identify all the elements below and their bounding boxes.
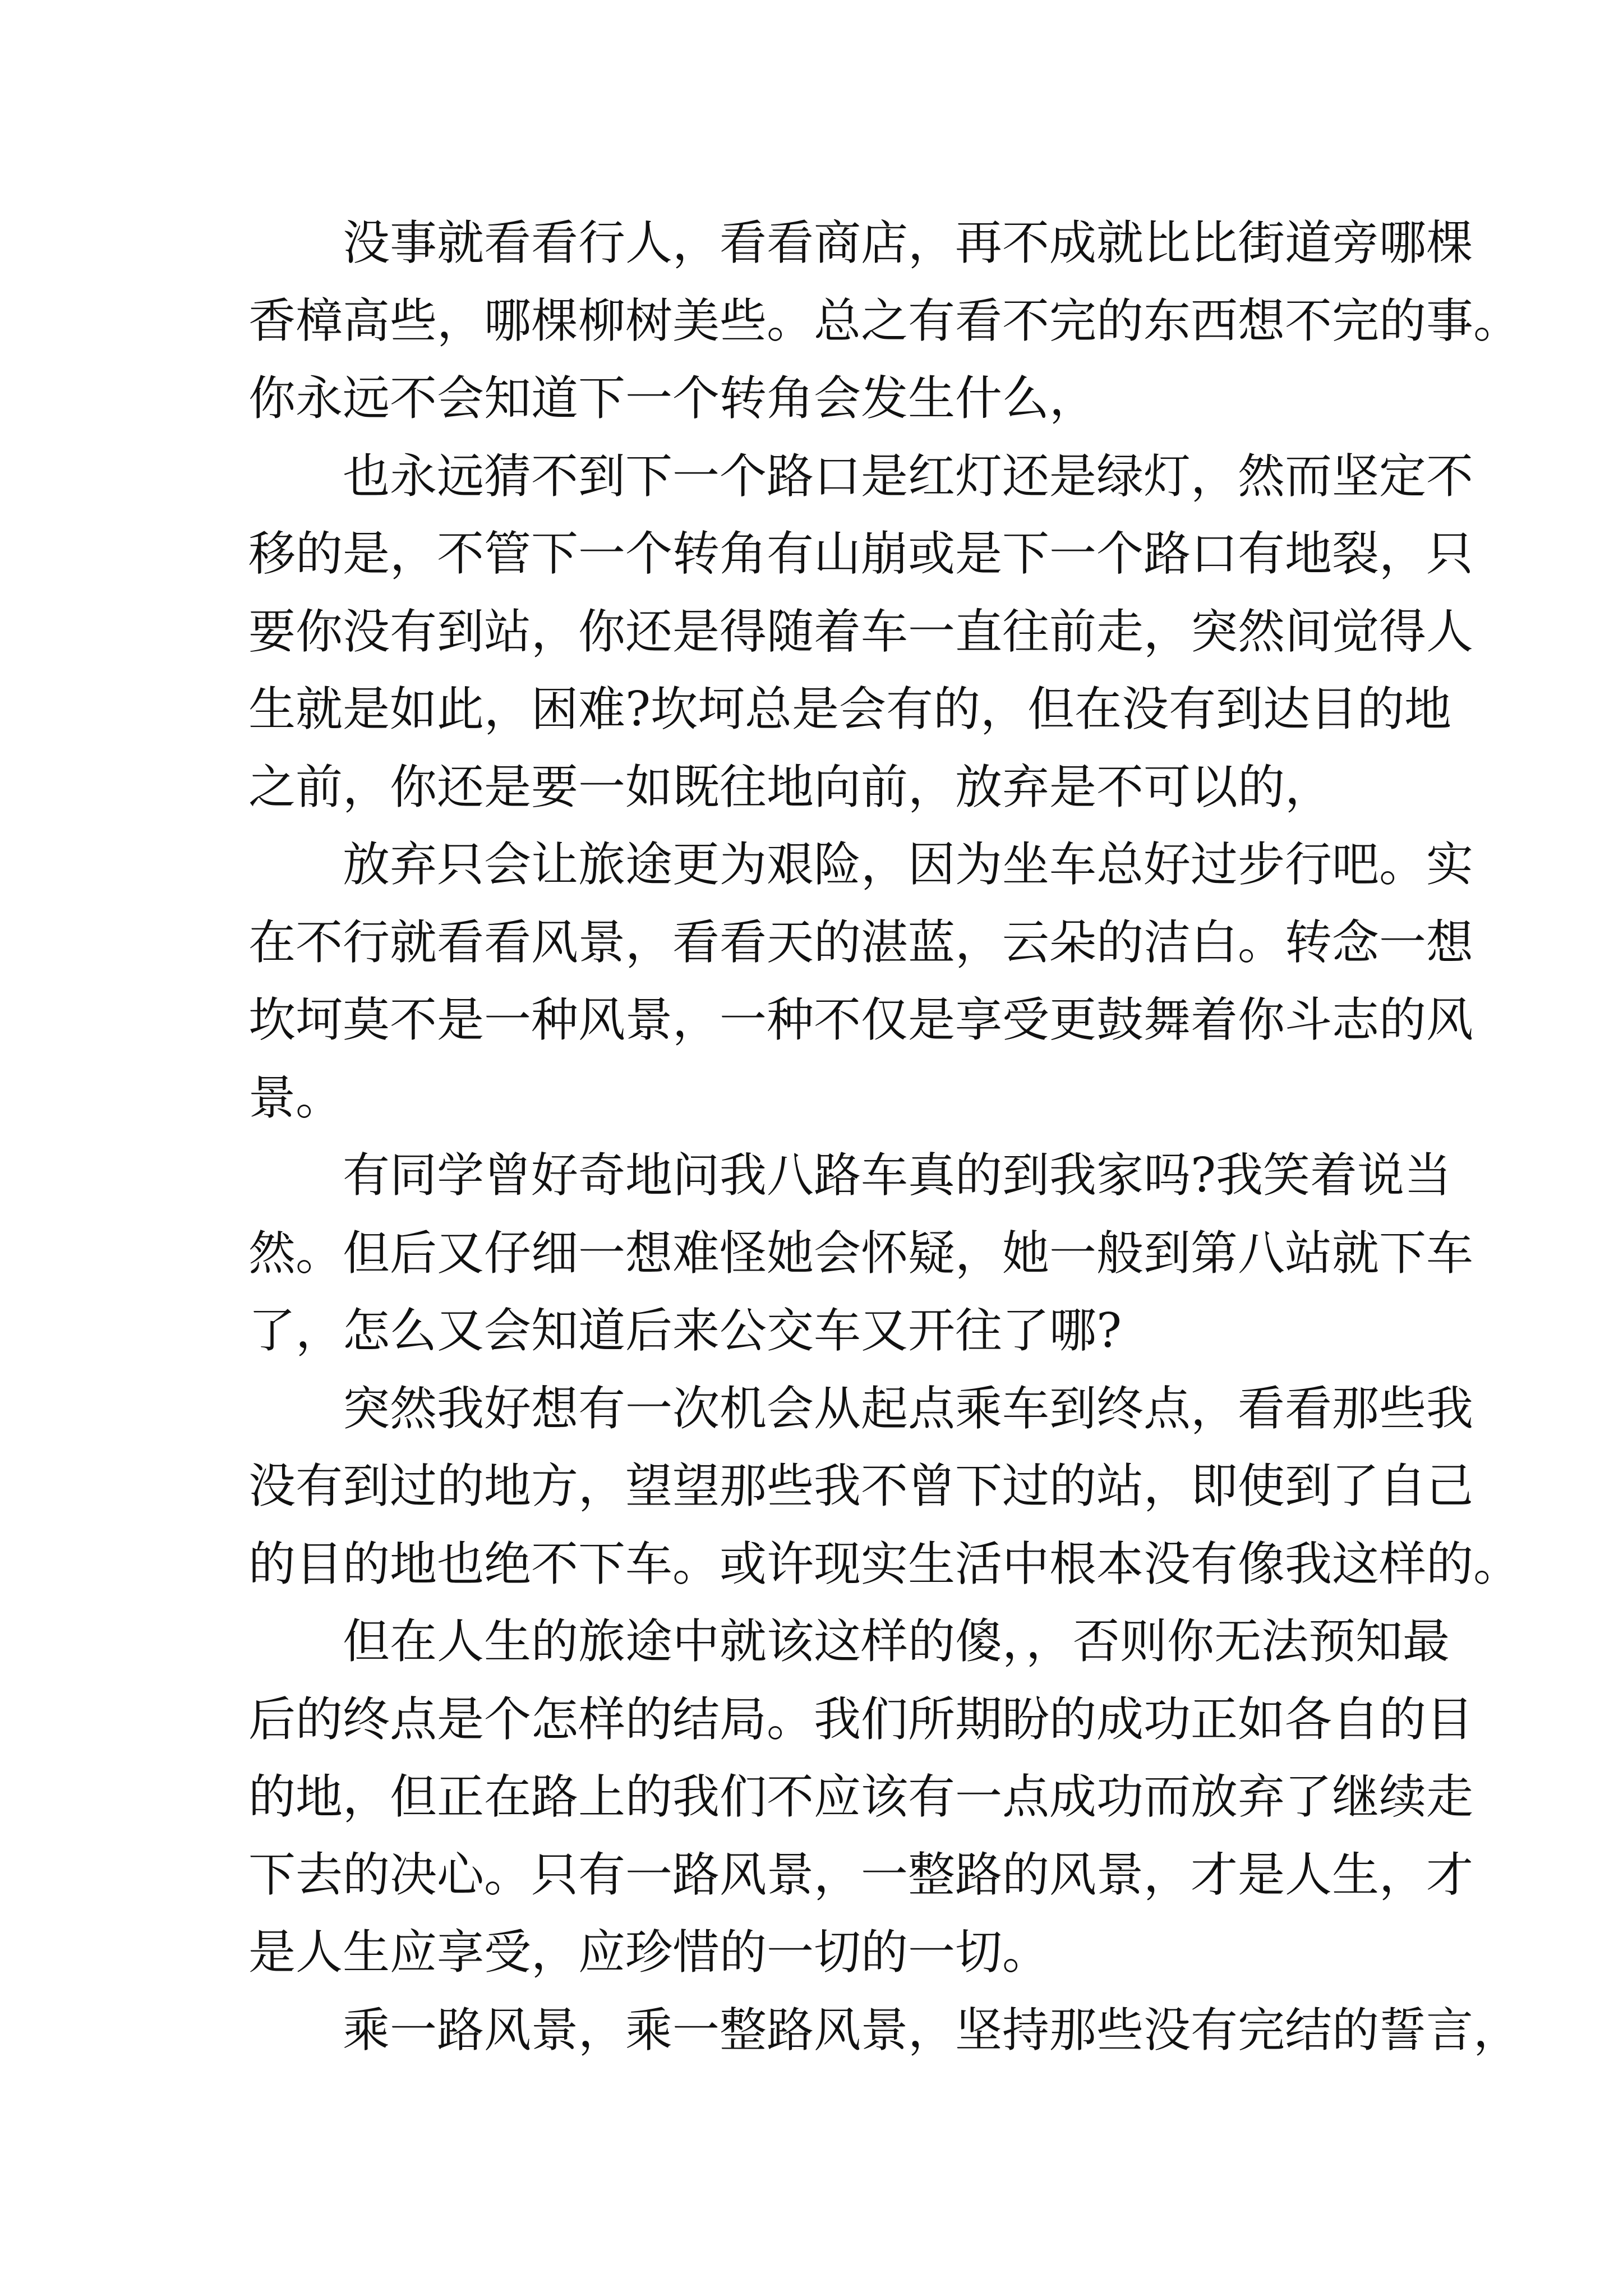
paragraph-4 [248,1137,1474,1370]
text-line: 没事就看看行人，看看商店，再不成就比比街道旁哪棵 [343,215,1474,270]
text-line: 也永远猜不到下一个路口是红灯还是绿灯，然而坚定不 [343,448,1474,504]
text-line: 香樟高些，哪棵柳树美些。总之有看不完的东西想不完的事。 [248,293,1521,348]
text-line: 突然我好想有一次机会从起点乘车到终点，看看那些我 [343,1381,1474,1436]
text-line: 景。 [248,1070,343,1125]
text-line: 的目的地也绝不下车。或许现实生活中根本没有像我这样的。 [248,1536,1521,1591]
text-line: 放弃只会让旅途更为艰险，因为坐车总好过步行吧。实 [343,837,1474,892]
text-line: 有同学曾好奇地问我八路车真的到我家吗?我笑着说当 [343,1148,1452,1203]
paragraph-5 [248,1370,1521,1603]
text-line: 生就是如此，困难?坎坷总是会有的，但在没有到达目的地 [248,682,1452,737]
text-line: 要你没有到站，你还是得随着车一直往前走，突然间觉得人 [248,604,1474,659]
document-body [248,204,1521,2069]
text-line: 移的是，不管下一个转角有山崩或是下一个路口有地裂，只 [248,526,1474,581]
text-line: 乘一路风景，乘一整路风景，坚持那些没有完结的誓言， [343,2002,1521,2058]
text-line: 下去的决心。只有一路风景，一整路的风景，才是人生，才 [248,1847,1474,1902]
text-line: 之前，你还是要一如既往地向前，放弃是不可以的， [248,759,1332,815]
paragraph-6 [248,1603,1474,1991]
text-line: 是人生应享受，应珍惜的一切的一切。 [248,1925,1050,1980]
text-line: 然。但后又仔细一想难怪她会怀疑，她一般到第八站就下车 [248,1225,1474,1281]
text-line: 了，怎么又会知道后来公交车又开往了哪? [248,1303,1122,1358]
text-line: 后的终点是个怎样的结局。我们所期盼的成功正如各自的目 [248,1691,1474,1747]
paragraph-2 [248,438,1474,826]
text-line: 的地，但正在路上的我们不应该有一点成功而放弃了继续走 [248,1769,1474,1824]
paragraph-3 [248,826,1474,1137]
text-line: 你永远不会知道下一个转角会发生什么， [248,371,1097,426]
paragraph-7 [248,1991,1521,2069]
text-line: 但在人生的旅途中就该这样的傻，，否则你无法预知最 [343,1614,1450,1669]
paragraph-1 [248,204,1521,438]
text-line: 坎坷莫不是一种风景，一种不仅是享受更鼓舞着你斗志的风 [248,992,1474,1047]
text-line: 在不行就看看风景，看看天的湛蓝，云朵的洁白。转念一想 [248,914,1474,970]
text-line: 没有到过的地方，望望那些我不曾下过的站，即使到了自己 [248,1458,1474,1513]
